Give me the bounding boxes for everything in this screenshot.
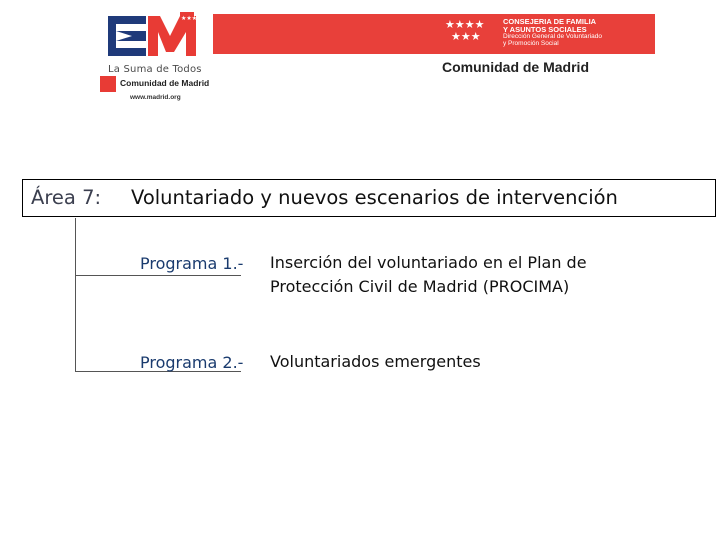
banner-text — [503, 18, 602, 47]
em-logo-icon — [108, 10, 200, 62]
logo-tagline: La Suma de Todos — [108, 64, 202, 75]
comunidad-small-logo — [100, 76, 212, 92]
madrid-stars-icon — [443, 17, 503, 53]
svg-text:★★★: ★★★ — [181, 15, 198, 22]
tree-branch-1 — [75, 275, 241, 276]
program-1-label: Programa 1.- — [140, 254, 244, 273]
program-1-line-2: Protección Civil de Madrid (PROCIMA) — [270, 277, 570, 296]
program-2-label: Programa 2.- — [140, 353, 244, 372]
org-name-heading: Comunidad de Madrid — [442, 59, 589, 75]
svg-text:★★★★: ★★★★ — [445, 18, 485, 31]
banner-line-2: Y ASUNTOS SOCIALES — [503, 24, 587, 34]
svg-text:★★★: ★★★ — [451, 30, 481, 43]
logo-org-name: Comunidad de Madrid — [120, 78, 210, 88]
program-2-description — [270, 350, 481, 374]
consejeria-banner — [213, 14, 655, 54]
tree-vertical-line — [75, 218, 76, 371]
banner-line-3: Dirección General de Voluntariado — [503, 32, 603, 40]
program-1-description — [270, 251, 587, 299]
area-title-box — [22, 179, 716, 217]
comunidad-flag-icon — [100, 76, 116, 92]
banner-line-1: CONSEJERIA DE FAMILIA — [503, 17, 597, 26]
area-label: Área 7: — [31, 186, 102, 209]
program-2-line-1: Voluntariados emergentes — [270, 352, 481, 371]
program-1-line-1: Inserción del voluntariado en el Plan de — [270, 253, 587, 272]
madrid-logo — [100, 10, 210, 100]
area-title: Voluntariado y nuevos escenarios de intervención — [131, 186, 618, 209]
banner-line-4: y Promoción Social — [503, 39, 559, 47]
website-link[interactable]: www.madrid.org — [130, 94, 181, 101]
